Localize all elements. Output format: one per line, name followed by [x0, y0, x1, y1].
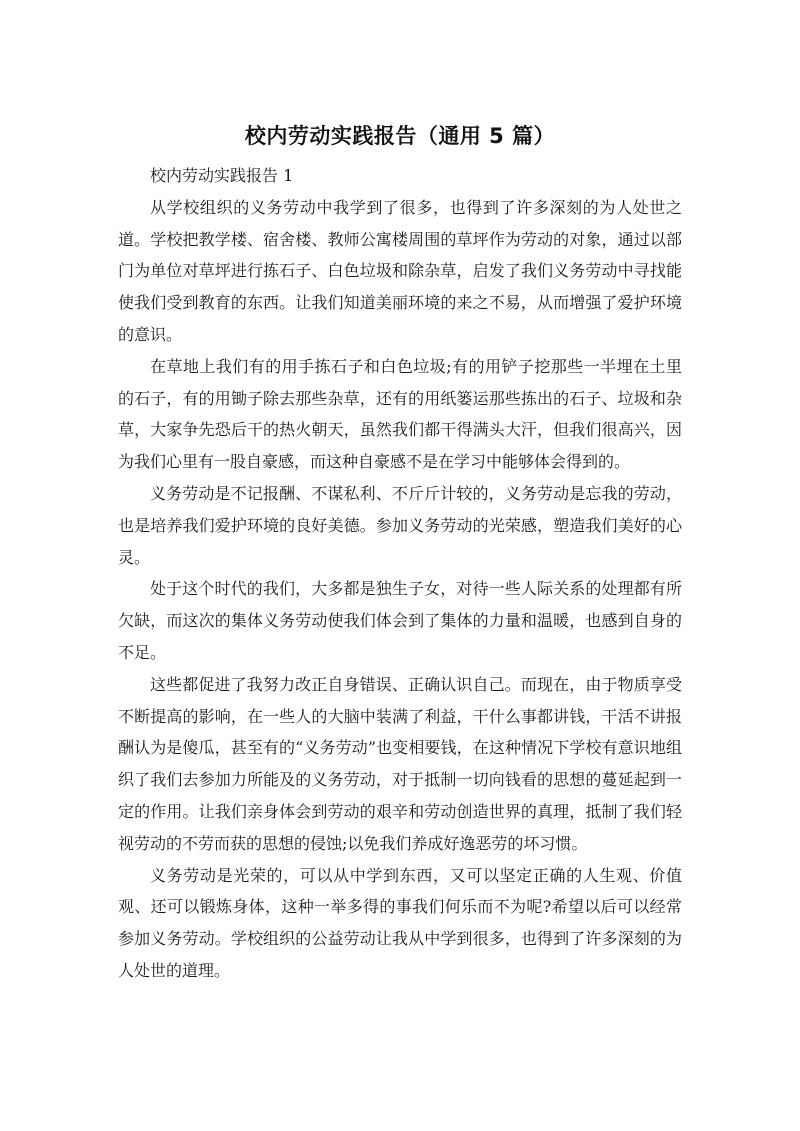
paragraph: 在草地上我们有的用手拣石子和白色垃圾;有的用铲子挖那些一半埋在土里的石子，有的用锄子除去那些杂草，还有的用纸篓运那些拣出的石子、垃圾和杂草，大家争先恐后干的热火朝天，虽然我们都干得满头大汗，但我们很高兴，因为我们心里有一股自豪感，而这种自豪感不是在学习中能够体会得到的。 [118, 356, 682, 472]
document-body [118, 160, 682, 987]
paragraph: 义务劳动是不记报酬、不谋私利、不斤斤计较的，义务劳动是忘我的劳动，也是培养我们爱护环境的良好美德。参加义务劳动的光荣感，塑造我们美好的心灵。 [118, 483, 682, 567]
paragraph: 处于这个时代的我们，大多都是独生子女，对待一些人际关系的处理都有所欠缺，而这次的集体义务劳动使我们体会到了集体的力量和温暖，也感到自身的不足。 [118, 579, 682, 662]
paragraph: 从学校组织的义务劳动中我学到了很多，也得到了许多深刻的为人处世之道。学校把教学楼、宿舍楼、教师公寓楼周围的草坪作为劳动的对象，通过以部门为单位对草坪进行拣石子、白色垃圾和除杂草，启发了我们义务劳动中寻找能使我们受到教育的东西。让我们知道美丽环境的来之不易，从而增强了爱护环境的意识。 [118, 197, 682, 344]
paragraph: 这些都促进了我努力改正自身错误、正确认识自己。而现在，由于物质享受不断提高的影响，在一些人的大脑中装满了利益，干什么事都讲钱，干活不讲报酬认为是傻瓜，甚至有的“义务劳动”也变相要钱，在这种情况下学校有意识地组织了我们去参加力所能及的义务劳动，对于抵制一切向钱看的思想的蔓延起到一定的作用。让我们亲身体会到劳动的艰辛和劳动创造世界的真理，抵制了我们轻视劳动的不劳而获的思想的侵蚀;以免我们养成好逸恶劳的坏习惯。 [118, 674, 682, 853]
paragraph: 义务劳动是光荣的，可以从中学到东西，又可以坚定正确的人生观、价值观、还可以锻炼身体，这种一举多得的事我们何乐而不为呢?希望以后可以经常参加义务劳动。学校组织的公益劳动让我从中学到很多，也得到了许多深刻的为人处世的道理。 [118, 865, 682, 980]
section-subtitle: 校内劳动实践报告 1 [150, 166, 294, 185]
document-title: 校内劳动实践报告（通用 5 篇） [244, 124, 556, 148]
